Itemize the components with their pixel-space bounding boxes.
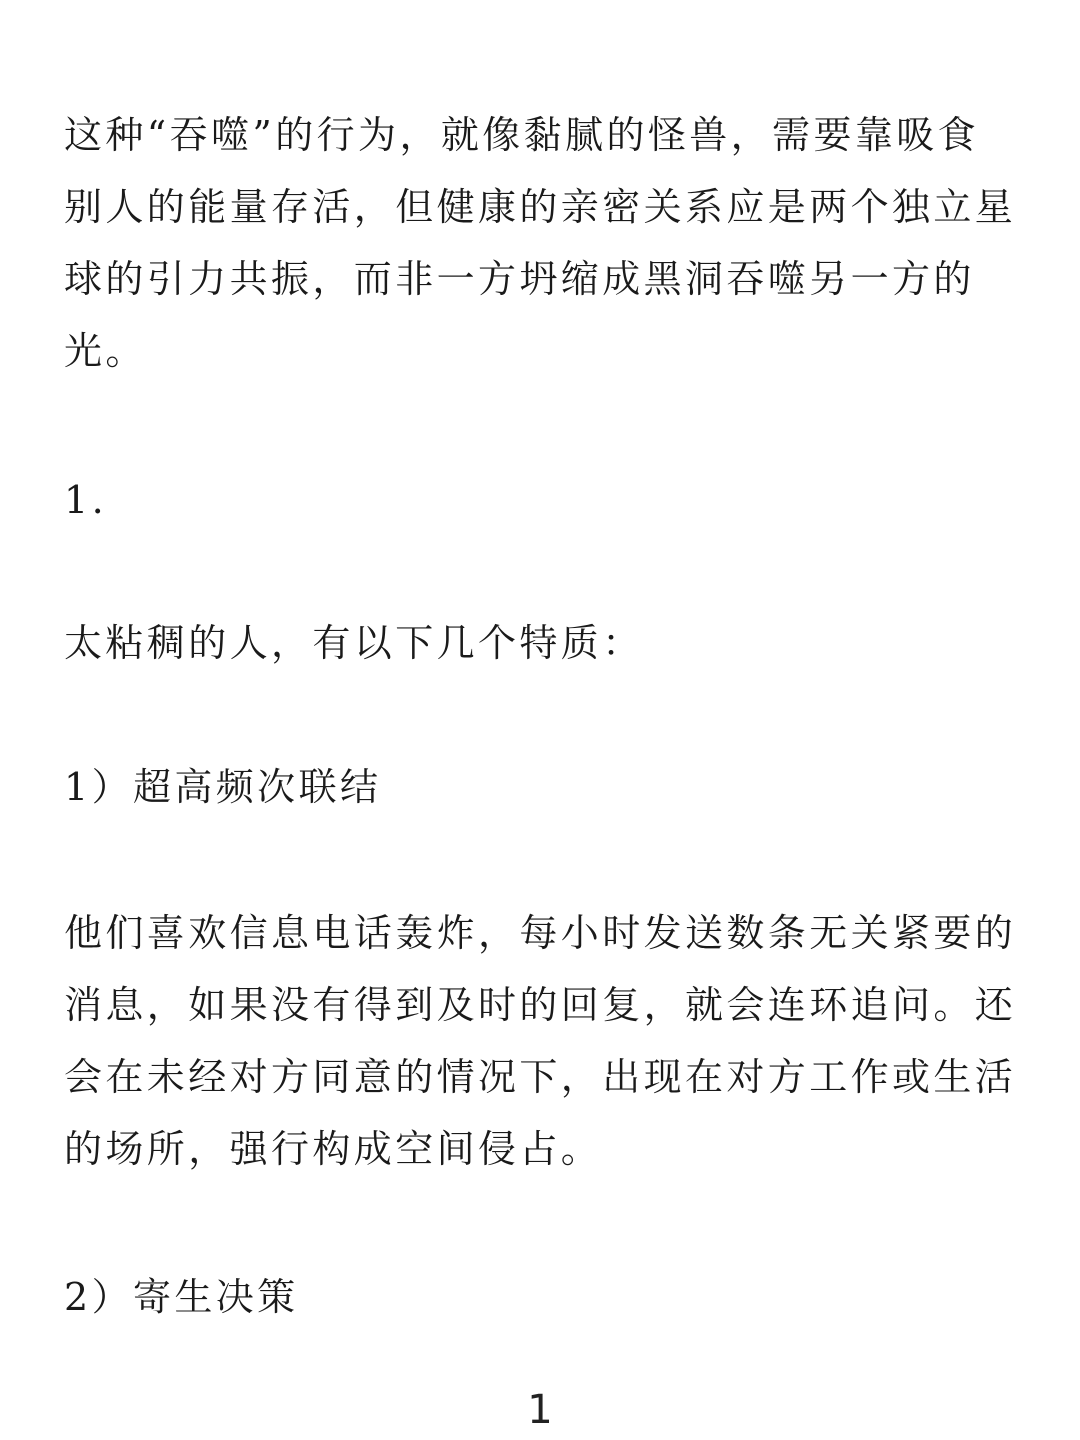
text-line: 会在未经对方同意的情况下，出现在对方工作或生活 [64, 1055, 1017, 1099]
paragraph-devouring-behavior [64, 99, 1016, 387]
text-line: 他们喜欢信息电话轰炸，每小时发送数条无关紧要的 [64, 911, 1017, 955]
text-line: 的场所，强行构成空间侵占。 [64, 1127, 603, 1171]
text-line: 太粘稠的人，有以下几个特质： [64, 621, 644, 665]
text-line: 球的引力共振，而非一方坍缩成黑洞吞噬另一方的 [64, 257, 975, 301]
page-number: 1 [527, 1387, 553, 1433]
traits-intro [64, 607, 1016, 679]
paragraph-trait-1 [64, 897, 1016, 1185]
text-line: 2）寄生决策 [64, 1275, 299, 1319]
trait-heading-1 [64, 751, 1016, 823]
section-number [64, 464, 1016, 536]
text-line: 消息，如果没有得到及时的回复，就会连环追问。还 [64, 983, 1017, 1027]
text-line: 光。 [64, 329, 147, 373]
text-line: 别人的能量存活，但健康的亲密关系应是两个独立星 [64, 185, 1017, 229]
text-line: 这种“吞噬”的行为，就像黏腻的怪兽，需要靠吸食 [64, 113, 980, 157]
text-line: 1. [64, 478, 108, 522]
trait-heading-2 [64, 1261, 1016, 1333]
text-line: 1）超高频次联结 [64, 765, 382, 809]
